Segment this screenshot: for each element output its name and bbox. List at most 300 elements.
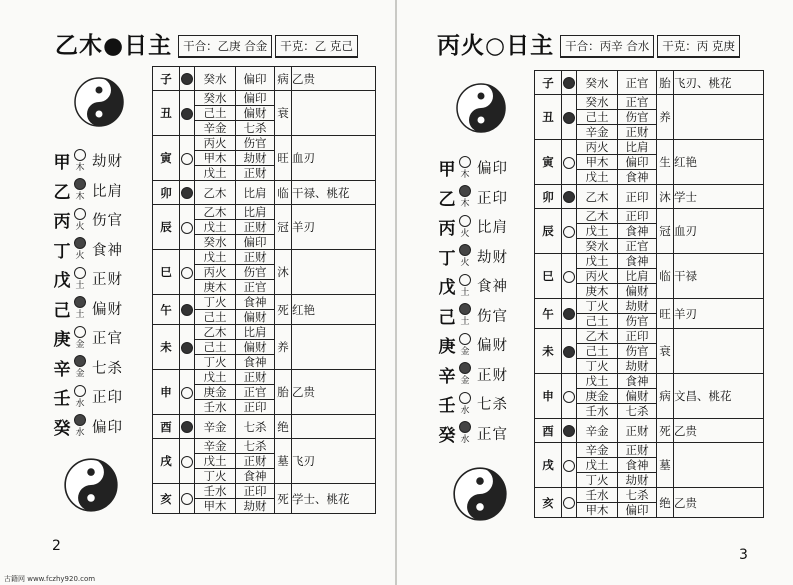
- hidden-stem-cell: 丙火: [577, 140, 618, 155]
- hidden-stem-cell: 庚木: [195, 280, 236, 295]
- table-row: [153, 67, 376, 91]
- star-note-cell: 血刃: [292, 136, 376, 181]
- life-phase-cell: 绝: [275, 415, 292, 439]
- life-phase-cell: 旺: [657, 299, 674, 329]
- table-row: [153, 370, 376, 385]
- branch-cell: 辰: [535, 209, 562, 254]
- polarity-cell: [562, 299, 577, 329]
- table-row: [535, 140, 764, 155]
- filled-circle-icon: [459, 244, 471, 256]
- hidden-stem-cell: 戊土: [577, 374, 618, 389]
- branch-cell: 亥: [153, 484, 180, 514]
- footer-watermark: 古籍网 www.fczhy920.com: [4, 575, 96, 583]
- open-circle-icon: [459, 333, 471, 345]
- stem-char: 壬: [53, 389, 71, 409]
- star-note-cell: [674, 329, 764, 374]
- hidden-stem-cell: 戊土: [195, 220, 236, 235]
- element-label: 木: [460, 199, 470, 209]
- stem-char: 癸: [53, 418, 71, 439]
- hidden-god-cell: 伤官: [236, 136, 275, 151]
- stem-row: [437, 214, 508, 239]
- element-marker: [457, 215, 473, 239]
- hidden-god-cell: 正印: [618, 185, 657, 209]
- star-note-cell: 飞刃、桃花: [674, 71, 764, 95]
- star-note-cell: [292, 91, 376, 136]
- ten-god-label: 比肩: [477, 220, 508, 236]
- hidden-god-cell: 伤官: [236, 265, 275, 280]
- hidden-stem-cell: 乙木: [195, 205, 236, 220]
- hidden-god-cell: 比肩: [618, 140, 657, 155]
- table-row: [535, 71, 764, 95]
- hidden-god-cell: 比肩: [236, 181, 275, 205]
- hidden-stem-cell: 丁火: [195, 469, 236, 484]
- polarity-cell: [562, 443, 577, 488]
- hidden-stem-cell: 癸水: [577, 71, 618, 95]
- hidden-stem-cell: 乙木: [577, 185, 618, 209]
- ten-god-label: 劫财: [92, 154, 123, 170]
- right-title: 丙火○日主: [437, 32, 555, 59]
- ten-god-label: 正印: [477, 190, 508, 207]
- element-marker: [72, 208, 88, 232]
- hidden-stem-cell: 乙木: [577, 329, 618, 344]
- hidden-stem-cell: 辛金: [577, 419, 618, 443]
- life-phase-cell: 病: [657, 374, 674, 419]
- life-phase-cell: 墓: [275, 439, 292, 484]
- stem-char: 丙: [438, 219, 456, 239]
- open-circle-icon: [459, 274, 471, 286]
- element-marker: [457, 421, 473, 445]
- branch-cell: 子: [535, 71, 562, 95]
- element-label: 金: [460, 376, 470, 386]
- ten-god-label: 正财: [477, 367, 508, 384]
- hidden-god-cell: 偏财: [618, 284, 657, 299]
- hidden-stem-cell: 己土: [195, 340, 236, 355]
- filled-circle-icon: [563, 191, 575, 203]
- element-marker: [457, 156, 473, 180]
- hidden-stem-cell: 己土: [195, 106, 236, 121]
- hidden-god-cell: 偏财: [236, 106, 275, 121]
- hidden-stem-cell: 戊土: [577, 254, 618, 269]
- filled-circle-icon: [74, 296, 86, 308]
- element-label: 火: [460, 258, 470, 268]
- hidden-stem-cell: 甲木: [577, 503, 618, 518]
- hidden-stem-cell: 甲木: [577, 155, 618, 170]
- star-note-cell: [292, 325, 376, 370]
- open-circle-icon: [563, 391, 575, 403]
- hidden-god-cell: 七杀: [618, 404, 657, 419]
- hidden-god-cell: 食神: [618, 224, 657, 239]
- table-row: [153, 484, 376, 499]
- hidden-stem-cell: 辛金: [195, 439, 236, 454]
- hidden-stem-cell: 癸水: [195, 91, 236, 106]
- element-label: 土: [460, 317, 470, 327]
- left-ke-box: 干克：乙 克己: [275, 35, 358, 58]
- table-row: [535, 374, 764, 389]
- life-phase-cell: 临: [275, 181, 292, 205]
- open-circle-icon: [459, 392, 471, 404]
- ten-god-label: 偏财: [477, 338, 508, 354]
- hidden-god-cell: 正官: [236, 280, 275, 295]
- stem-char: 壬: [438, 396, 456, 416]
- life-phase-cell: 冠: [275, 205, 292, 250]
- star-note-cell: 羊刃: [674, 299, 764, 329]
- filled-circle-icon: [459, 421, 471, 433]
- branch-cell: 巳: [535, 254, 562, 299]
- hidden-stem-cell: 癸水: [577, 95, 618, 110]
- hidden-god-cell: 七杀: [236, 439, 275, 454]
- stem-row: [52, 355, 123, 380]
- yin-yang-icon: [452, 466, 508, 522]
- element-label: 火: [75, 251, 85, 261]
- polarity-cell: [180, 415, 195, 439]
- element-marker: [72, 296, 88, 320]
- hidden-stem-cell: 甲木: [195, 499, 236, 514]
- stem-char: 丁: [438, 248, 456, 269]
- star-note-cell: 血刃: [674, 209, 764, 254]
- element-marker: [457, 333, 473, 357]
- ten-god-label: 偏印: [92, 419, 123, 436]
- hidden-god-cell: 食神: [618, 254, 657, 269]
- hidden-god-cell: 伤官: [618, 110, 657, 125]
- table-row: [535, 488, 764, 503]
- element-marker: [72, 149, 88, 173]
- hidden-god-cell: 偏印: [618, 155, 657, 170]
- ten-god-label: 伤官: [92, 213, 123, 229]
- right-page: [397, 0, 793, 585]
- table-row: [535, 443, 764, 458]
- open-circle-icon: [563, 157, 575, 169]
- polarity-cell: [562, 95, 577, 140]
- life-phase-cell: 绝: [657, 488, 674, 518]
- right-branch-table: [534, 70, 764, 518]
- life-phase-cell: 墓: [657, 443, 674, 488]
- polarity-cell: [562, 71, 577, 95]
- element-marker: [457, 185, 473, 209]
- branch-cell: 申: [535, 374, 562, 419]
- ten-god-label: 比肩: [92, 183, 123, 200]
- stem-row: [437, 155, 508, 180]
- element-label: 土: [75, 280, 85, 291]
- open-circle-icon: [563, 497, 575, 509]
- branch-cell: 亥: [535, 488, 562, 518]
- right-page-number: 3: [739, 547, 748, 563]
- element-marker: [72, 237, 88, 261]
- filled-circle-icon: [181, 187, 193, 199]
- hidden-god-cell: 食神: [618, 458, 657, 473]
- life-phase-cell: 死: [275, 484, 292, 514]
- filled-circle-icon: [459, 362, 471, 374]
- stem-row: [52, 148, 123, 173]
- hidden-stem-cell: 乙木: [195, 181, 236, 205]
- hidden-stem-cell: 丙火: [195, 265, 236, 280]
- open-circle-icon: [563, 460, 575, 472]
- open-circle-icon: [74, 208, 86, 220]
- star-note-cell: [674, 443, 764, 488]
- left-branch-table: [152, 66, 376, 514]
- hidden-god-cell: 正财: [236, 220, 275, 235]
- hidden-god-cell: 正官: [618, 239, 657, 254]
- hidden-stem-cell: 戊土: [195, 370, 236, 385]
- polarity-cell: [562, 419, 577, 443]
- left-title: 乙木●日主: [55, 32, 173, 59]
- branch-cell: 戌: [535, 443, 562, 488]
- life-phase-cell: 生: [657, 140, 674, 185]
- table-row: [535, 299, 764, 314]
- open-circle-icon: [74, 326, 86, 338]
- open-circle-icon: [74, 267, 86, 279]
- hidden-god-cell: 劫财: [618, 359, 657, 374]
- star-note-cell: 干禄: [674, 254, 764, 299]
- branch-cell: 丑: [153, 91, 180, 136]
- open-circle-icon: [181, 153, 193, 165]
- hidden-stem-cell: 戊土: [577, 458, 618, 473]
- filled-circle-icon: [181, 304, 193, 316]
- life-phase-cell: 病: [275, 67, 292, 91]
- table-row: [535, 209, 764, 224]
- stem-row: [437, 185, 508, 210]
- filled-circle-icon: [181, 73, 193, 85]
- hidden-god-cell: 偏印: [236, 67, 275, 91]
- branch-cell: 酉: [535, 419, 562, 443]
- hidden-god-cell: 正印: [236, 484, 275, 499]
- star-note-cell: 乙贵: [292, 67, 376, 91]
- stem-char: 丙: [53, 212, 71, 232]
- branch-cell: 丑: [535, 95, 562, 140]
- hidden-stem-cell: 壬水: [577, 488, 618, 503]
- stem-row: [437, 244, 508, 269]
- ten-god-label: 正官: [477, 426, 508, 443]
- ten-god-label: 正印: [92, 390, 123, 406]
- table-row: [153, 136, 376, 151]
- stem-char: 戊: [438, 278, 456, 298]
- hidden-stem-cell: 癸水: [195, 67, 236, 91]
- polarity-cell: [180, 439, 195, 484]
- hidden-god-cell: 劫财: [236, 151, 275, 166]
- stem-row: [52, 296, 123, 321]
- hidden-god-cell: 正财: [236, 250, 275, 265]
- hidden-stem-cell: 丙火: [577, 269, 618, 284]
- hidden-stem-cell: 庚金: [577, 389, 618, 404]
- open-circle-icon: [563, 226, 575, 238]
- table-row: [153, 439, 376, 454]
- element-label: 木: [75, 162, 85, 173]
- hidden-god-cell: 偏财: [236, 310, 275, 325]
- right-header: [437, 34, 740, 58]
- filled-circle-icon: [563, 308, 575, 320]
- polarity-cell: [562, 374, 577, 419]
- element-label: 金: [75, 369, 85, 379]
- polarity-cell: [180, 250, 195, 295]
- element-marker: [457, 244, 473, 268]
- hidden-stem-cell: 戊土: [195, 166, 236, 181]
- element-marker: [457, 303, 473, 327]
- element-marker: [457, 362, 473, 386]
- hidden-god-cell: 比肩: [618, 269, 657, 284]
- branch-cell: 巳: [153, 250, 180, 295]
- filled-circle-icon: [74, 178, 86, 190]
- open-circle-icon: [74, 385, 86, 397]
- polarity-cell: [180, 91, 195, 136]
- element-label: 木: [75, 192, 85, 202]
- hidden-god-cell: 正财: [236, 454, 275, 469]
- hidden-god-cell: 偏财: [236, 340, 275, 355]
- polarity-cell: [180, 370, 195, 415]
- hidden-god-cell: 比肩: [236, 325, 275, 340]
- stem-row: [52, 266, 123, 291]
- polarity-cell: [180, 205, 195, 250]
- life-phase-cell: 临: [657, 254, 674, 299]
- hidden-stem-cell: 己土: [577, 344, 618, 359]
- branch-cell: 寅: [535, 140, 562, 185]
- star-note-cell: 红艳: [674, 140, 764, 185]
- star-note-cell: [292, 250, 376, 295]
- branch-cell: 午: [535, 299, 562, 329]
- polarity-cell: [562, 185, 577, 209]
- table-row: [153, 415, 376, 439]
- hidden-god-cell: 劫财: [618, 473, 657, 488]
- stem-row: [437, 303, 508, 328]
- ten-god-label: 正财: [92, 272, 123, 288]
- polarity-cell: [180, 67, 195, 91]
- stem-row: [437, 362, 508, 387]
- yin-yang-icon: [73, 76, 125, 128]
- hidden-stem-cell: 戊土: [195, 454, 236, 469]
- filled-circle-icon: [181, 342, 193, 354]
- stem-char: 己: [53, 300, 71, 321]
- hidden-stem-cell: 乙木: [195, 325, 236, 340]
- element-label: 木: [460, 169, 470, 180]
- hidden-god-cell: 正官: [618, 95, 657, 110]
- hidden-god-cell: 食神: [618, 374, 657, 389]
- hidden-god-cell: 正官: [618, 71, 657, 95]
- filled-circle-icon: [459, 303, 471, 315]
- yin-yang-icon: [455, 82, 507, 134]
- branch-cell: 未: [153, 325, 180, 370]
- hidden-stem-cell: 戊土: [195, 250, 236, 265]
- filled-circle-icon: [563, 346, 575, 358]
- open-circle-icon: [181, 267, 193, 279]
- hidden-stem-cell: 丁火: [577, 299, 618, 314]
- branch-cell: 卯: [153, 181, 180, 205]
- open-circle-icon: [459, 215, 471, 227]
- stem-char: 甲: [53, 153, 71, 173]
- left-page: [0, 0, 396, 585]
- table-row: [153, 91, 376, 106]
- star-note-cell: 乙贵: [674, 488, 764, 518]
- hidden-god-cell: 正财: [618, 443, 657, 458]
- hidden-stem-cell: 癸水: [195, 235, 236, 250]
- star-note-cell: 干禄、桃花: [292, 181, 376, 205]
- life-phase-cell: 沐: [657, 185, 674, 209]
- hidden-stem-cell: 丁火: [577, 359, 618, 374]
- table-row: [535, 419, 764, 443]
- life-phase-cell: 死: [275, 295, 292, 325]
- table-row: [535, 95, 764, 110]
- ten-god-label: 偏财: [92, 301, 123, 318]
- table-row: [153, 325, 376, 340]
- hidden-god-cell: 食神: [236, 355, 275, 370]
- element-marker: [457, 392, 473, 416]
- branch-cell: 子: [153, 67, 180, 91]
- life-phase-cell: 胎: [275, 370, 292, 415]
- hidden-god-cell: 偏印: [236, 91, 275, 106]
- stem-char: 乙: [53, 182, 71, 203]
- hidden-stem-cell: 甲木: [195, 151, 236, 166]
- filled-circle-icon: [74, 237, 86, 249]
- branch-cell: 申: [153, 370, 180, 415]
- table-row: [535, 185, 764, 209]
- stem-row: [437, 421, 508, 446]
- polarity-cell: [562, 329, 577, 374]
- ten-god-label: 食神: [477, 279, 508, 295]
- table-row: [153, 295, 376, 310]
- hidden-god-cell: 伤官: [618, 314, 657, 329]
- life-phase-cell: 旺: [275, 136, 292, 181]
- stem-row: [52, 325, 123, 350]
- star-note-cell: 乙贵: [292, 370, 376, 415]
- life-phase-cell: 养: [275, 325, 292, 370]
- polarity-cell: [562, 488, 577, 518]
- stem-row: [437, 332, 508, 357]
- hidden-god-cell: 正官: [236, 385, 275, 400]
- star-note-cell: 红艳: [292, 295, 376, 325]
- hidden-stem-cell: 壬水: [577, 404, 618, 419]
- table-row: [153, 250, 376, 265]
- filled-circle-icon: [181, 421, 193, 433]
- hidden-god-cell: 劫财: [618, 299, 657, 314]
- ten-god-label: 正官: [92, 331, 123, 347]
- star-note-cell: 羊刃: [292, 205, 376, 250]
- stem-row: [52, 178, 123, 203]
- star-note-cell: 乙贵: [674, 419, 764, 443]
- stem-char: 戊: [53, 271, 71, 291]
- filled-circle-icon: [563, 112, 575, 124]
- hidden-stem-cell: 辛金: [577, 443, 618, 458]
- life-phase-cell: 死: [657, 419, 674, 443]
- element-label: 水: [75, 428, 85, 438]
- hidden-god-cell: 正财: [236, 370, 275, 385]
- ten-god-label: 劫财: [477, 249, 508, 266]
- stem-row: [437, 391, 508, 416]
- element-label: 火: [460, 228, 470, 239]
- element-marker: [72, 267, 88, 291]
- hidden-god-cell: 食神: [236, 469, 275, 484]
- element-marker: [72, 355, 88, 379]
- stem-char: 辛: [53, 359, 71, 380]
- hidden-stem-cell: 丙火: [195, 136, 236, 151]
- element-marker: [72, 385, 88, 409]
- life-phase-cell: 沐: [275, 250, 292, 295]
- filled-circle-icon: [563, 77, 575, 89]
- hidden-stem-cell: 辛金: [195, 121, 236, 136]
- hidden-stem-cell: 戊土: [577, 224, 618, 239]
- open-circle-icon: [181, 456, 193, 468]
- stem-char: 丁: [53, 241, 71, 262]
- hidden-stem-cell: 辛金: [577, 125, 618, 140]
- branch-cell: 午: [153, 295, 180, 325]
- polarity-cell: [180, 181, 195, 205]
- hidden-stem-cell: 庚木: [577, 284, 618, 299]
- ten-god-label: 七杀: [477, 397, 508, 413]
- hidden-stem-cell: 己土: [195, 310, 236, 325]
- hidden-stem-cell: 壬水: [195, 484, 236, 499]
- hidden-god-cell: 食神: [236, 295, 275, 310]
- hidden-god-cell: 七杀: [236, 121, 275, 136]
- left-header: [55, 34, 358, 58]
- stem-char: 癸: [438, 425, 456, 446]
- element-label: 金: [460, 346, 470, 357]
- stem-row: [52, 237, 123, 262]
